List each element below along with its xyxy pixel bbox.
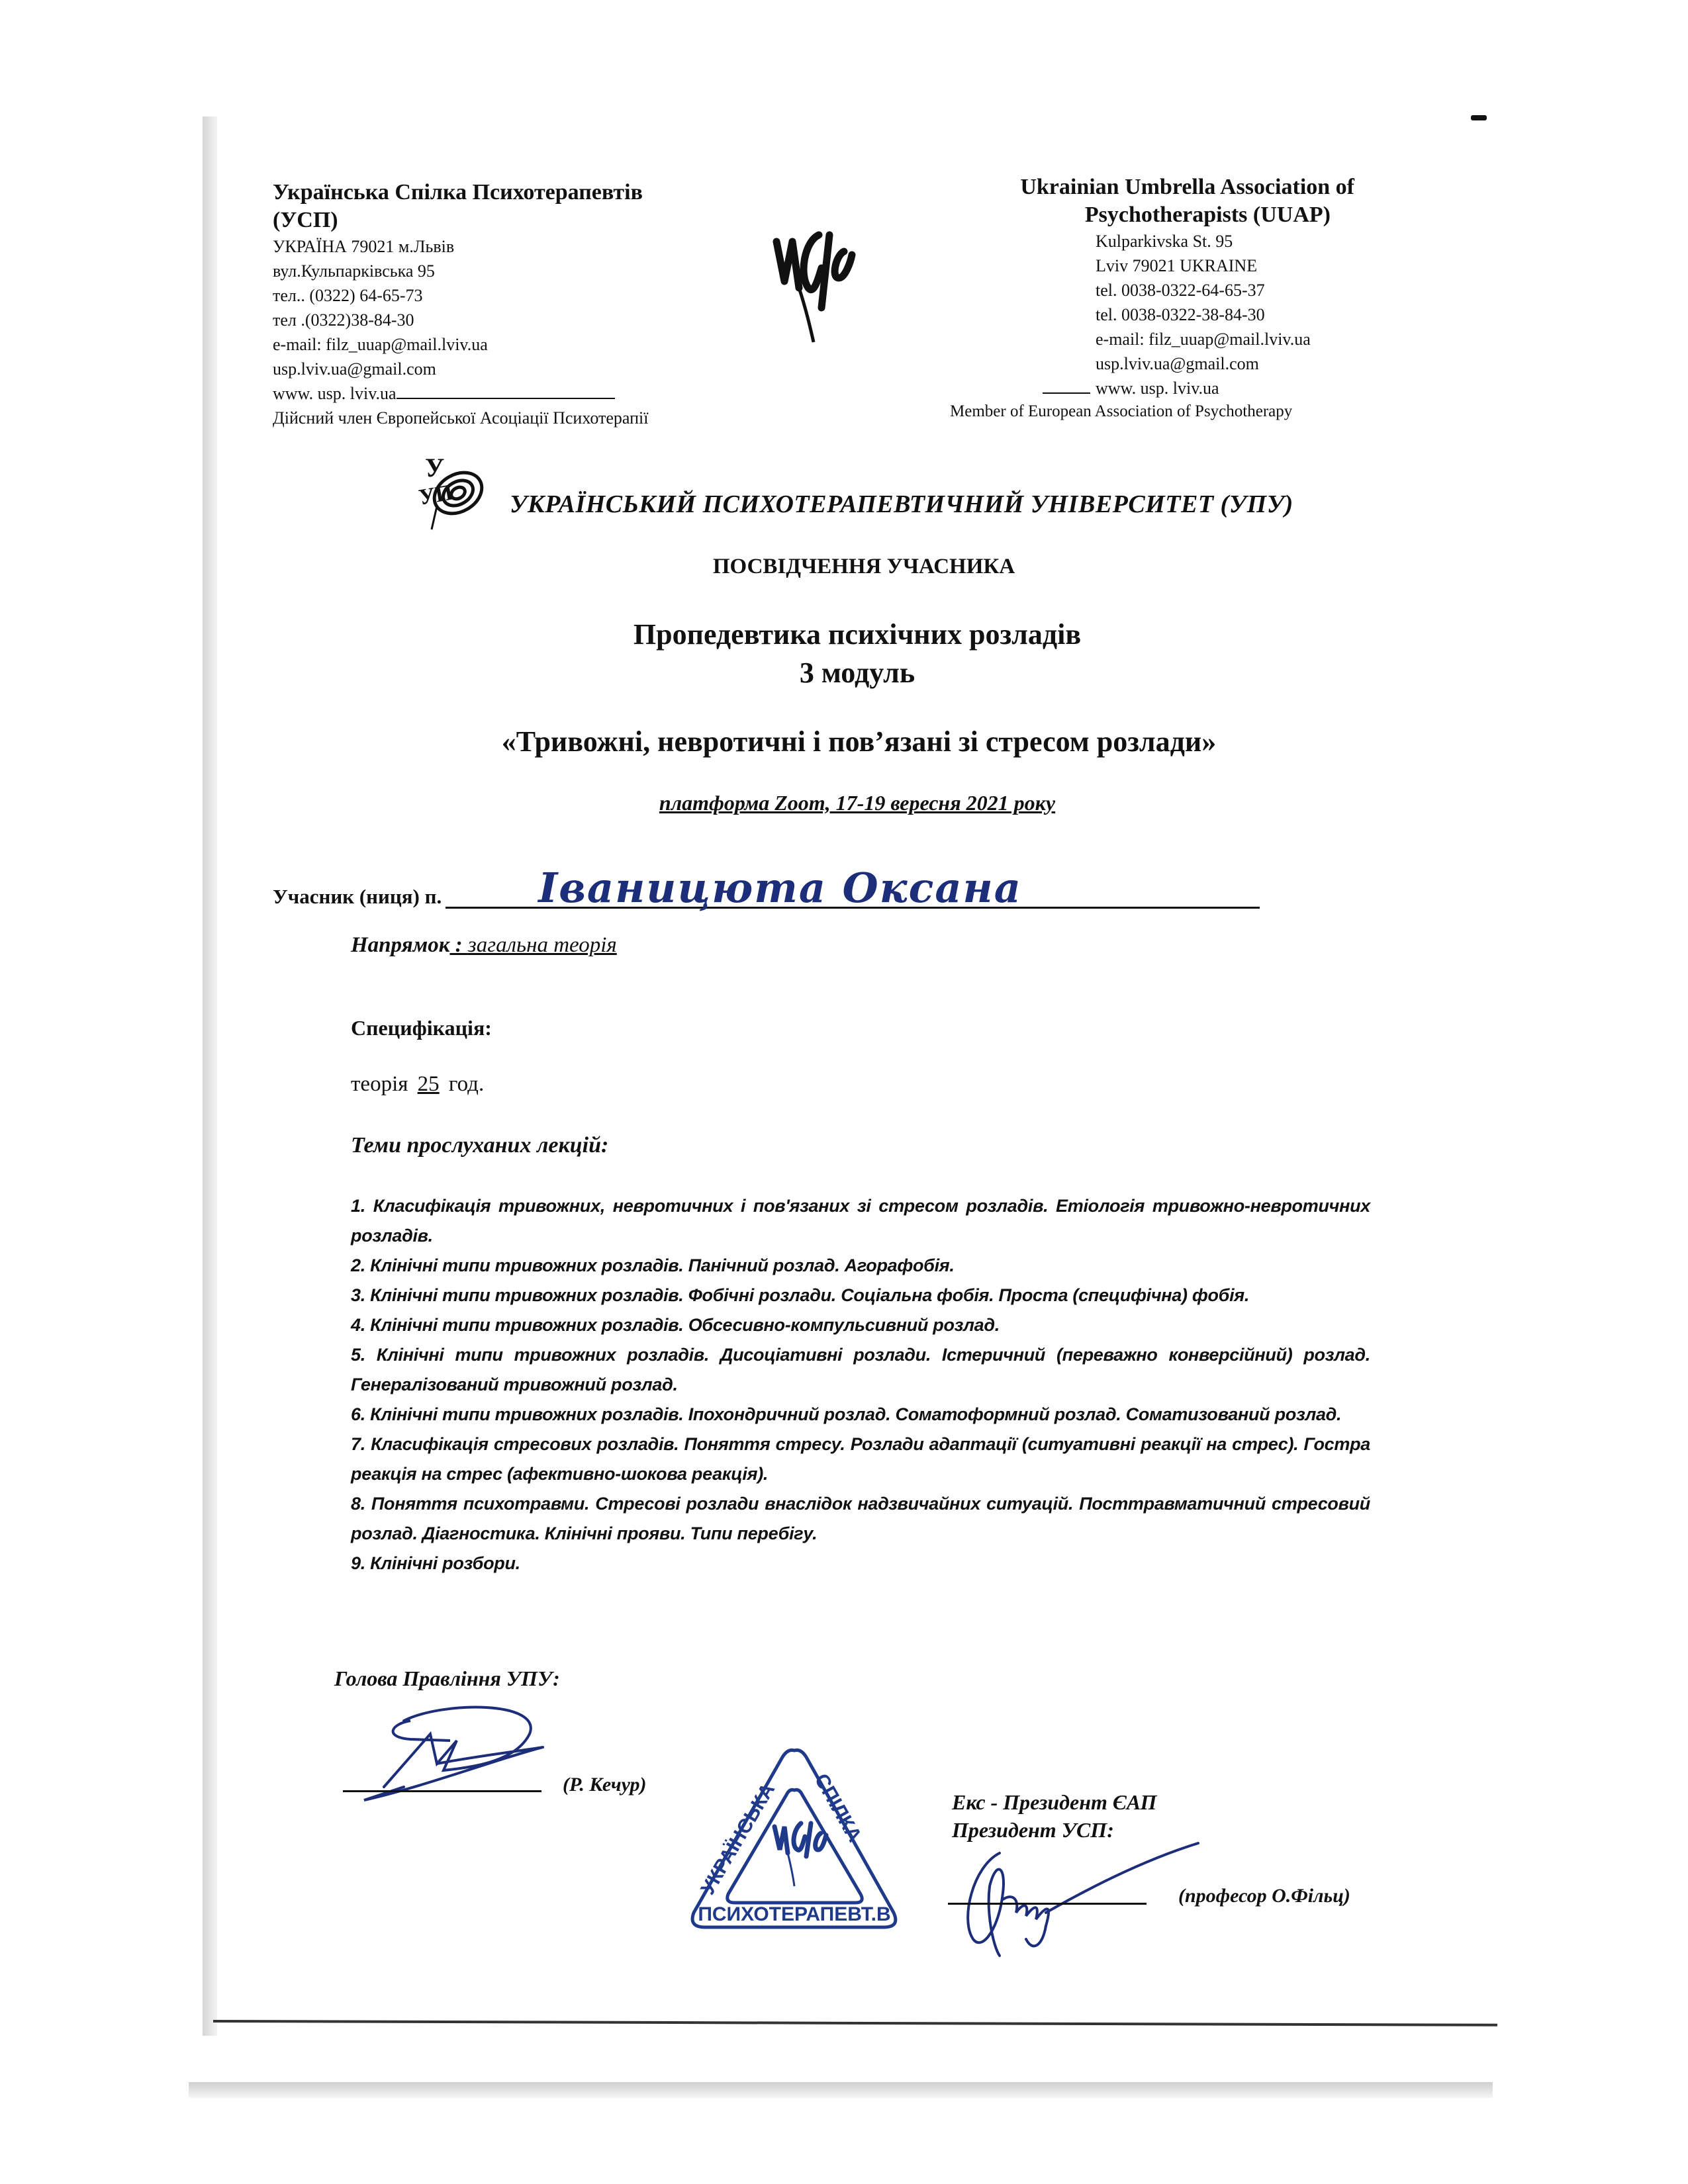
org-name-en-line2: Psychotherapists (UUAP) (1084, 203, 1331, 227)
course-heading (0, 615, 1688, 692)
participant-name-field[interactable] (445, 864, 1260, 912)
theory-label: теорія (351, 1072, 414, 1096)
scan-bottom-shadow (189, 2082, 1493, 2098)
direction-value: загальна теорія (467, 933, 617, 957)
address-ua-line1: УКРАЇНА 79021 м.Львів (273, 237, 455, 256)
scan-artifact-mark (1471, 115, 1487, 120)
address-ua-line2: вул.Кульпарківська 95 (273, 261, 435, 281)
course-module: 3 модуль (799, 657, 915, 689)
org-name-ua-line2: (УСП) (273, 208, 338, 232)
course-name: Пропедевтика психічних розладів (633, 618, 1082, 651)
fill-line (1043, 392, 1090, 394)
header-left-ukrainian (273, 179, 723, 430)
header-right-english (950, 173, 1383, 423)
uusp-logo-icon (765, 215, 861, 347)
phone-ua-2: тел .(0322)38-84-30 (273, 310, 414, 330)
svg-text:УП: УП (417, 480, 455, 510)
lecture-item: 6. Клінічні типи тривожних розладів. Іпохондричний розлад. Соматоформний розлад. Соматизований розлад. (351, 1404, 1342, 1424)
phone-en-1: tel. 0038-0322-64-65-37 (1096, 281, 1265, 300)
theory-hours-value: 25 (417, 1072, 440, 1096)
signatory-left-name: (Р. Кечур) (563, 1774, 647, 1796)
association-stamp-icon (682, 1741, 907, 1939)
lecture-item: 2. Клінічні типи тривожних розладів. Панічний розлад. Агорафобія. (351, 1255, 955, 1275)
participant-row (273, 864, 1260, 912)
signature-line-right (948, 1903, 1147, 1905)
fill-line (397, 398, 615, 399)
lectures-list (351, 1191, 1370, 1578)
course-platform-date: платформа Zoom, 17-19 вересня 2021 року (659, 791, 1056, 815)
stamp-bottom-text: ПСИХОТЕРАПЕВТ.В (698, 1903, 891, 1925)
phone-ua-1: тел.. (0322) 64-65-73 (273, 286, 423, 305)
email-en-1[interactable]: e-mail: filz_uuap@mail.lviv.ua (1096, 330, 1311, 349)
participant-name-handwritten: Іваницюта Оксана (538, 864, 1022, 912)
org-name-en-line1: Ukrainian Umbrella Association of (1020, 175, 1354, 199)
phone-en-2: tel. 0038-0322-38-84-30 (1096, 305, 1265, 324)
participant-label: Учасник (ниця) п. (273, 885, 442, 908)
signatory-right-name: (професор О.Фільц) (1178, 1885, 1350, 1907)
svg-text:У: У (425, 453, 445, 482)
signature-right-icon (953, 1840, 1205, 1959)
lecture-item: 5. Клінічні типи тривожних розладів. Дисоціативні розлади. Істеричний (переважно конверсійний) розлад. Генералізований тривожний розлад. (351, 1345, 1370, 1394)
email-en-2[interactable]: usp.lviv.ua@gmail.com (1096, 354, 1259, 373)
website-en-row (1043, 376, 1383, 400)
email-ua-1[interactable]: e-mail: filz_uuap@mail.lviv.ua (273, 335, 488, 354)
certificate-title: ПОСВІДЧЕННЯ УЧАСНИКА (712, 555, 1015, 578)
university-title: УКРАЇНСЬКИЙ ПСИХОТЕРАПЕВТИЧНИЙ УНІВЕРСИТЕТ (УПУ) (510, 490, 1293, 518)
direction-label: Напрямок (351, 933, 450, 957)
lecture-item: 4. Клінічні типи тривожних розладів. Обсесивно-компульсивний розлад. (351, 1315, 1000, 1335)
upu-logo-icon (417, 440, 490, 533)
membership-ua: Дійсний член Європейської Асоціації Психотерапії (273, 408, 649, 428)
membership-en: Member of European Association of Psychotherapy (950, 402, 1293, 420)
scan-bottom-edge-line (213, 2020, 1497, 2026)
email-ua-2[interactable]: usp.lviv.ua@gmail.com (273, 359, 436, 379)
theory-hours-unit: год. (443, 1072, 485, 1096)
signature-left-icon (344, 1694, 583, 1827)
scan-page-edge (203, 116, 217, 2036)
lectures-label: Теми прослуханих лекцій: (351, 1133, 609, 1158)
stamp-right-text: СПІЛКА (810, 1770, 866, 1846)
lecture-item: 8. Поняття психотравми. Стресові розлади внаслідок надзвичайних ситуацій. Посттравматичний стресовий розлад. Діагностика. Клінічні прояви. Типи перебігу. (351, 1494, 1370, 1543)
lecture-item: 1. Класифікація тривожних, невротичних і пов'язаних зі стресом розладів. Етіологія тривожно-невротичних розладів. (351, 1196, 1370, 1246)
website-en[interactable]: www. usp. lviv.ua (1096, 379, 1219, 398)
signatory-right-title (952, 1788, 1156, 1844)
direction-row (351, 933, 617, 958)
lecture-item: 7. Класифікація стресових розладів. Поняття стресу. Розлади адаптації (ситуативні реакції на стрес). Гостра реакція на стрес (афективно-шокова реакція). (351, 1434, 1370, 1484)
stamp-left-text: УКРАЇНСЬКА (696, 1779, 780, 1899)
signatory-right-title-line2: Президент УСП: (952, 1818, 1114, 1842)
org-name-ua-line1: Українська Спілка Психотерапевтів (273, 180, 643, 205)
theory-hours-row (351, 1072, 484, 1097)
address-en-line1: Kulparkivska St. 95 (1096, 232, 1233, 251)
website-ua[interactable]: www. usp. lviv.ua (273, 384, 397, 403)
signatory-left-title: Голова Правління УПУ: (334, 1666, 560, 1690)
lecture-item: 9. Клінічні розбори. (351, 1553, 520, 1573)
address-en-line2: Lviv 79021 UKRAINE (1096, 256, 1258, 275)
specification-label: Специфікація: (351, 1016, 492, 1040)
website-ua-row (273, 381, 723, 406)
signature-line-left (343, 1790, 541, 1792)
direction-separator: : (449, 933, 468, 957)
lecture-item: 3. Клінічні типи тривожних розладів. Фобічні розлади. Соціальна фобія. Проста (специфічна) фобія. (351, 1285, 1250, 1305)
signatory-right-title-line1: Екс - Президент ЄАП (952, 1790, 1157, 1814)
course-topic: «Тривожні, невротичні і пов’язані зі стресом розлади» (501, 725, 1217, 758)
